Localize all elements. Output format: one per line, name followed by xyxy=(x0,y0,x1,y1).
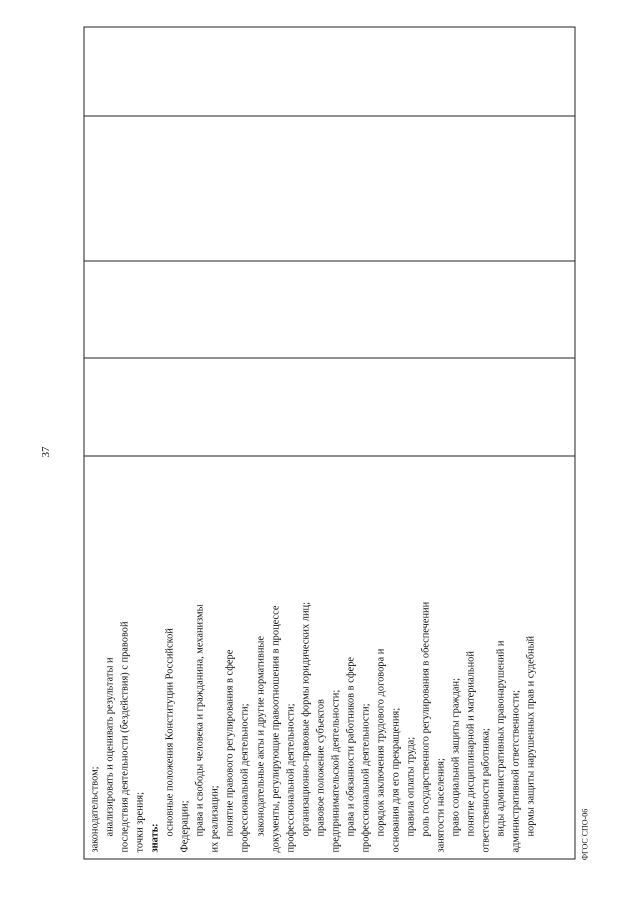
content-line: профессиональной деятельности; xyxy=(360,703,372,853)
content-lines xyxy=(88,463,539,853)
content-line: законодательством; xyxy=(89,766,101,853)
content-line: занятости населения; xyxy=(435,758,447,853)
content-line: документы, регулирующие правоотношения в процессе xyxy=(270,605,282,853)
competency-content-cell xyxy=(84,456,575,859)
standard-footer-label: ФГОС СПО-06 xyxy=(580,808,590,861)
content-line: правовое положение субъектов xyxy=(315,699,327,837)
content-line: основания для его прекращения; xyxy=(390,707,402,853)
content-line: порядок заключения трудового договора и xyxy=(375,648,387,837)
content-line: профессиональной деятельности; xyxy=(285,703,297,853)
content-line: знать: xyxy=(149,823,161,853)
table-row xyxy=(84,27,575,859)
content-line: административной ответственности; xyxy=(510,690,522,853)
content-line: законодательные акты и другие нормативные xyxy=(255,635,267,837)
empty-cell-3 xyxy=(84,261,575,358)
content-line: понятие правового регулирования в сфере xyxy=(224,649,236,837)
empty-cell-4 xyxy=(84,116,575,261)
content-line: нормы защиты нарушенных прав и судебный xyxy=(525,635,537,837)
content-line: ответственности работника; xyxy=(480,728,492,853)
content-line: профессиональной деятельности; xyxy=(239,703,251,853)
content-line: правила оплаты труда; xyxy=(405,736,417,837)
competency-table xyxy=(84,27,576,860)
empty-cell-5 xyxy=(84,27,575,116)
content-line: роль государственного регулирования в обеспечении xyxy=(420,601,432,837)
content-line: права и обязанности работников в сфере xyxy=(345,656,357,837)
content-line: Федерации; xyxy=(179,800,191,853)
page-number: 37 xyxy=(40,446,52,458)
content-line: виды административных правонарушений и xyxy=(495,640,507,837)
content-line: права и свободы человека и гражданина, механизмы xyxy=(194,604,206,837)
content-line: предпринимательской деятельности; xyxy=(330,689,342,853)
content-line: их реализации; xyxy=(209,785,221,853)
rotated-table-wrapper xyxy=(84,45,576,860)
content-line: право социальной защиты граждан; xyxy=(450,678,462,837)
content-line: последствия деятельности (бездействия) с правовой xyxy=(119,621,131,853)
content-line: понятие дисциплинарной и материальной xyxy=(465,651,477,837)
content-line: точки зрения; xyxy=(134,792,146,853)
empty-cell-2 xyxy=(84,358,575,456)
content-line: организационно-правовые формы юридических лиц; xyxy=(300,602,312,837)
content-line: анализировать и оценивать результаты и xyxy=(104,657,116,837)
content-line: основные положения Конституции Российской xyxy=(164,628,176,837)
